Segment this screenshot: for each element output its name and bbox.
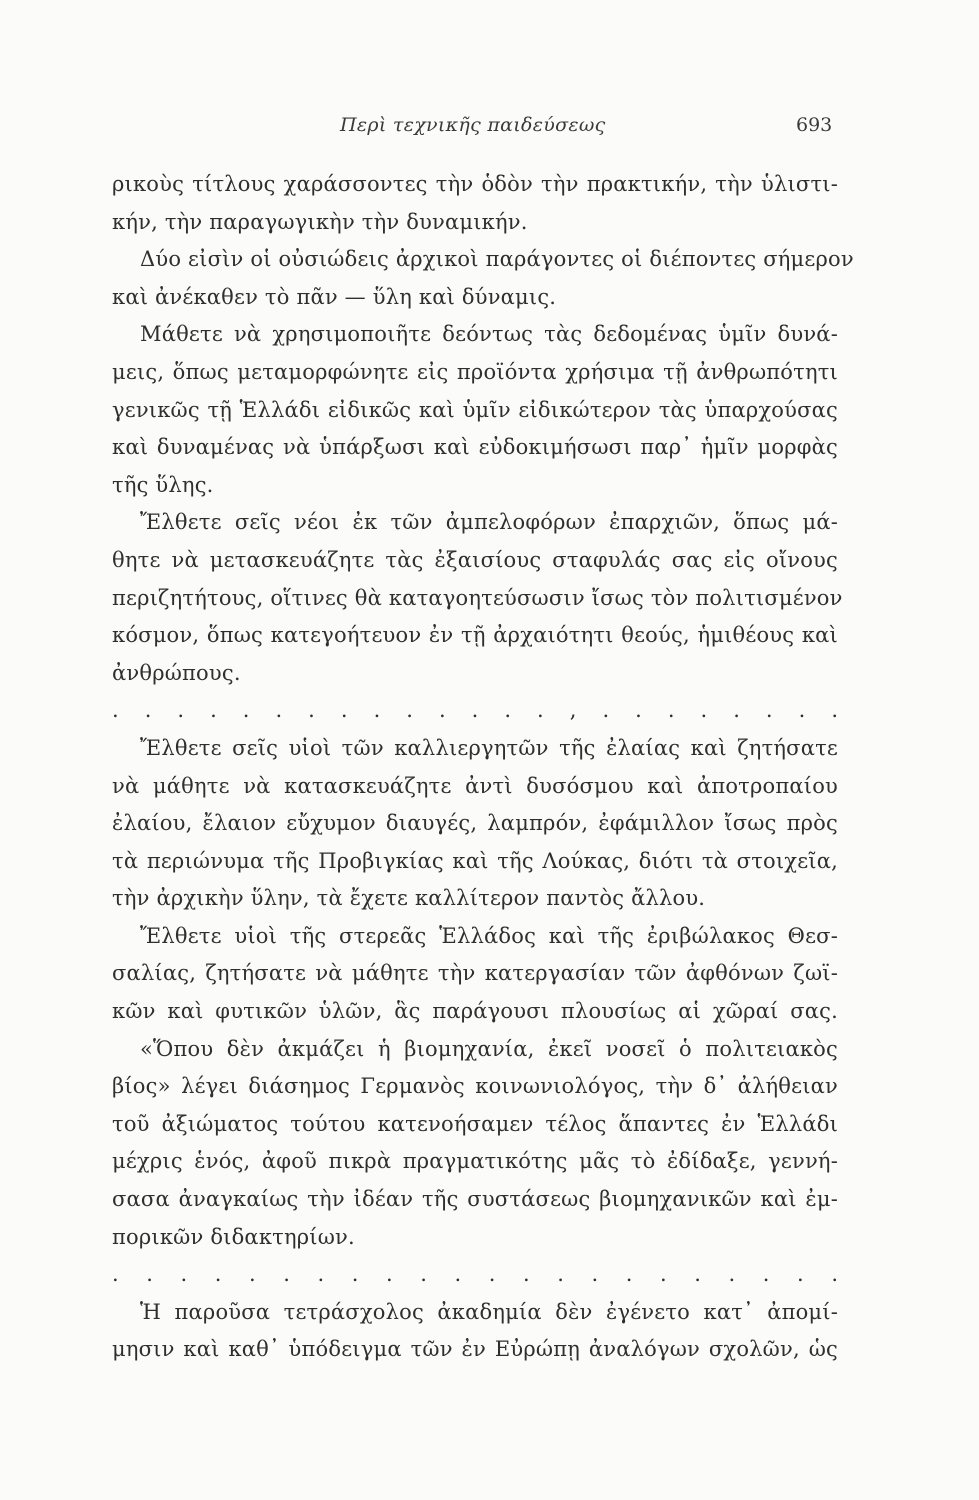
text-line: καὶ δυναμένας νὰ ὑπάρξωσι καὶ εὐδοκιμήσωσι παρ᾿ ἡμῖν μορφὰς: [112, 435, 838, 460]
text-line: πορικῶν διδακτηρίων.: [112, 1224, 355, 1249]
text-line: τοῦ ἀξιώματος τούτου κατενοήσαμεν τέλος ἅπαντες ἐν Ἑλλάδι: [112, 1111, 838, 1136]
text-line: σαλίας, ζητήσατε νὰ μάθητε τὴν κατεργασίαν τῶν ἀφθόνων ζωϊ-: [112, 961, 838, 986]
text-line: Ἔλθετε σεῖς νέοι ἐκ τῶν ἀμπελοφόρων ἐπαρχιῶν, ὅπως μά-: [140, 510, 838, 535]
text-line: κόσμον, ὅπως κατεγοήτευον ἐν τῇ ἀρχαιότητι θεούς, ἡμιθέους καὶ: [112, 623, 838, 648]
text-line: κῶν καὶ φυτικῶν ὑλῶν, ἃς παράγουσι πλουσίως αἱ χῶραί σας.: [112, 999, 838, 1024]
text-line: γενικῶς τῇ Ἑλλάδι εἰδικῶς καὶ ὑμῖν εἰδικώτερον τὰς ὑπαρχούσας: [112, 397, 838, 422]
text-line: τῆς ὕλης.: [112, 472, 214, 497]
text-line: Δύο εἰσὶν οἱ οὐσιώδεις ἀρχικοὶ παράγοντες οἱ διέποντες σήμερον: [140, 247, 854, 272]
text-line: σασα ἀναγκαίως τὴν ἰδέαν τῆς συστάσεως βιομηχανικῶν καὶ ἐμ-: [112, 1187, 838, 1212]
text-line: Ἔλθετε σεῖς υἱοὶ τῶν καλλιεργητῶν τῆς ἐλαίας καὶ ζητήσατε: [140, 735, 838, 760]
text-line: βίος» λέγει διάσημος Γερμανὸς κοινωνιολόγος, τὴν δ᾿ ἀλήθειαν: [112, 1074, 838, 1099]
text-line: μησιν καὶ καθ᾿ ὑπόδειγμα τῶν ἐν Εὐρώπῃ ἀναλόγων σχολῶν, ὡς: [112, 1337, 838, 1362]
text-line: «Ὅπου δὲν ἀκμάζει ἡ βιομηχανία, ἐκεῖ νοσεῖ ὁ πολιτειακὸς: [140, 1036, 838, 1061]
page-number: 693: [796, 114, 833, 136]
text-line: περιζητήτους, οἵτινες θὰ καταγοητεύσωσιν ἴσως τὸν πολιτισμένον: [112, 585, 843, 610]
text-line: καὶ ἀνέκαθεν τὸ πᾶν — ὕλη καὶ δύναμις.: [112, 284, 557, 309]
text-line: Μάθετε νὰ χρησιμοποιῆτε δεόντως τὰς δεδομένας ὑμῖν δυνά-: [140, 322, 838, 347]
text-line: τὴν ἀρχικὴν ὕλην, τὰ ἔχετε καλλίτερον παντὸς ἄλλου.: [112, 886, 706, 911]
ellipsis-separator: . . . . . . . . . . . . . . , . . . . . . . .: [112, 698, 838, 723]
text-line: μεις, ὅπως μεταμορφώνητε εἰς προϊόντα χρήσιμα τῇ ἀνθρωπότητι: [112, 359, 838, 384]
text-line: ρικοὺς τίτλους χαράσσοντες τὴν ὁδὸν τὴν πρακτικήν, τὴν ὑλιστι-: [112, 172, 838, 196]
text-line: ἐλαίου, ἔλαιον εὔχυμον διαυγές, λαμπρόν, ἐφάμιλλον ἴσως πρὸς: [112, 811, 838, 836]
text-line: Ἔλθετε υἱοὶ τῆς στερεᾶς Ἑλλάδος καὶ τῆς ἐριβώλακος Θεσ-: [140, 923, 838, 948]
text-line: ἀνθρώπους.: [112, 660, 241, 685]
text-line: τὰ περιώνυμα τῆς Προβιγκίας καὶ τῆς Λούκας, διότι τὰ στοιχεῖα,: [112, 848, 838, 873]
running-title: Περὶ τεχνικῆς παιδεύσεως: [340, 114, 606, 136]
text-line: μέχρις ἑνός, ἀφοῦ πικρὰ πραγματικότης μᾶς τὸ ἐδίδαξε, γεννή-: [112, 1149, 838, 1174]
running-head: [0, 114, 979, 144]
ellipsis-separator: . . . . . . . . . . . . . . . . . . . . . .: [112, 1262, 838, 1287]
body-text: [112, 166, 854, 1369]
text-line: κήν, τὴν παραγωγικὴν τὴν δυναμικήν.: [112, 209, 528, 234]
text-line: νὰ μάθητε νὰ κατασκευάζητε ἀντὶ δυσόσμου καὶ ἀποτροπαίου: [112, 773, 838, 798]
text-line: θητε νὰ μετασκευάζητε τὰς ἐξαισίους σταφυλάς σας εἰς οἴνους: [112, 547, 838, 572]
text-line: Ἡ παροῦσα τετράσχολος ἀκαδημία δὲν ἐγένετο κατ᾿ ἀπομί-: [140, 1299, 838, 1324]
